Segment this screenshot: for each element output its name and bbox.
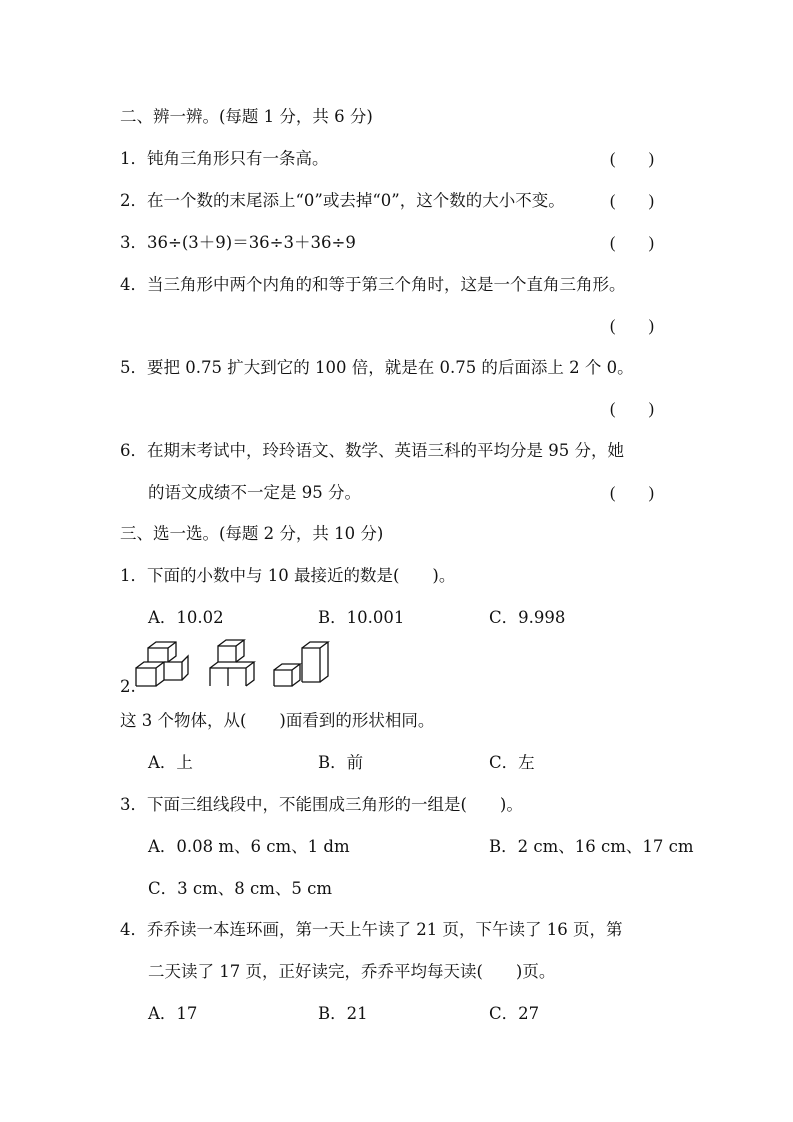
q2-option-a[interactable]: A．上 (148, 753, 193, 772)
section3-heading: 三、选一选。(每题 2 分，共 10 分) (120, 524, 384, 543)
q1-option-b[interactable]: B．10.001 (318, 608, 405, 627)
q3-option-b[interactable]: B．2 cm、16 cm、17 cm (489, 837, 694, 856)
judge-item-1: 1．钝角三角形只有一条高。 (120, 149, 329, 168)
q1-option-a[interactable]: A．10.02 (148, 608, 224, 627)
q2-option-c[interactable]: C．左 (489, 753, 535, 772)
q4-option-c[interactable]: C．27 (489, 1004, 540, 1023)
judge-item-3: 3．36÷(3＋9)＝36÷3＋36÷9 (120, 233, 356, 252)
cube-figures-image (132, 634, 342, 694)
judge-item-5: 5．要把 0.75 扩大到它的 100 倍，就是在 0.75 的后面添上 2 个 0。 (120, 358, 634, 377)
judge-item-6: 6．在期末考试中，玲玲语文、数学、英语三科的平均分是 95 分，她 (120, 441, 624, 460)
judge-item-2: 2．在一个数的末尾添上“0”或去掉“0”，这个数的大小不变。 (120, 191, 565, 210)
q2-option-b[interactable]: B．前 (318, 753, 364, 772)
answer-blank-3[interactable]: ( ) (610, 233, 654, 252)
answer-blank-4[interactable]: ( ) (610, 316, 654, 335)
choice-q2-stem: 这 3 个物体，从( )面看到的形状相同。 (120, 711, 435, 730)
choice-q1-stem: 1．下面的小数中与 10 最接近的数是( )。 (120, 566, 456, 585)
answer-blank-1[interactable]: ( ) (610, 149, 654, 168)
cube-figure-1 (136, 642, 188, 686)
answer-blank-5[interactable]: ( ) (610, 399, 654, 418)
judge-item-4: 4．当三角形中两个内角的和等于第三个角时，这是一个直角三角形。 (120, 275, 626, 294)
answer-blank-6[interactable]: ( ) (610, 483, 654, 502)
q4-option-b[interactable]: B．21 (318, 1004, 368, 1023)
q4-option-a[interactable]: A．17 (148, 1004, 198, 1023)
choice-q3-stem: 3．下面三组线段中，不能围成三角形的一组是( )。 (120, 795, 523, 814)
section2-heading: 二、辨一辨。(每题 1 分，共 6 分) (120, 107, 373, 126)
judge-item-6-cont: 的语文成绩不一定是 95 分。 (148, 483, 361, 502)
q2-number: 2. (120, 677, 136, 696)
cube-figure-3 (274, 642, 328, 686)
answer-blank-2[interactable]: ( ) (610, 191, 654, 210)
q1-option-c[interactable]: C．9.998 (489, 608, 566, 627)
choice-q4-stem-cont: 二天读了 17 页，正好读完，乔乔平均每天读( )页。 (148, 962, 556, 981)
q3-option-c[interactable]: C．3 cm、8 cm、5 cm (148, 879, 333, 898)
q3-option-a[interactable]: A．0.08 m、6 cm、1 dm (148, 837, 350, 856)
choice-q4-stem: 4．乔乔读一本连环画，第一天上午读了 21 页，下午读了 16 页，第 (120, 920, 623, 939)
cube-figure-2 (210, 640, 254, 686)
